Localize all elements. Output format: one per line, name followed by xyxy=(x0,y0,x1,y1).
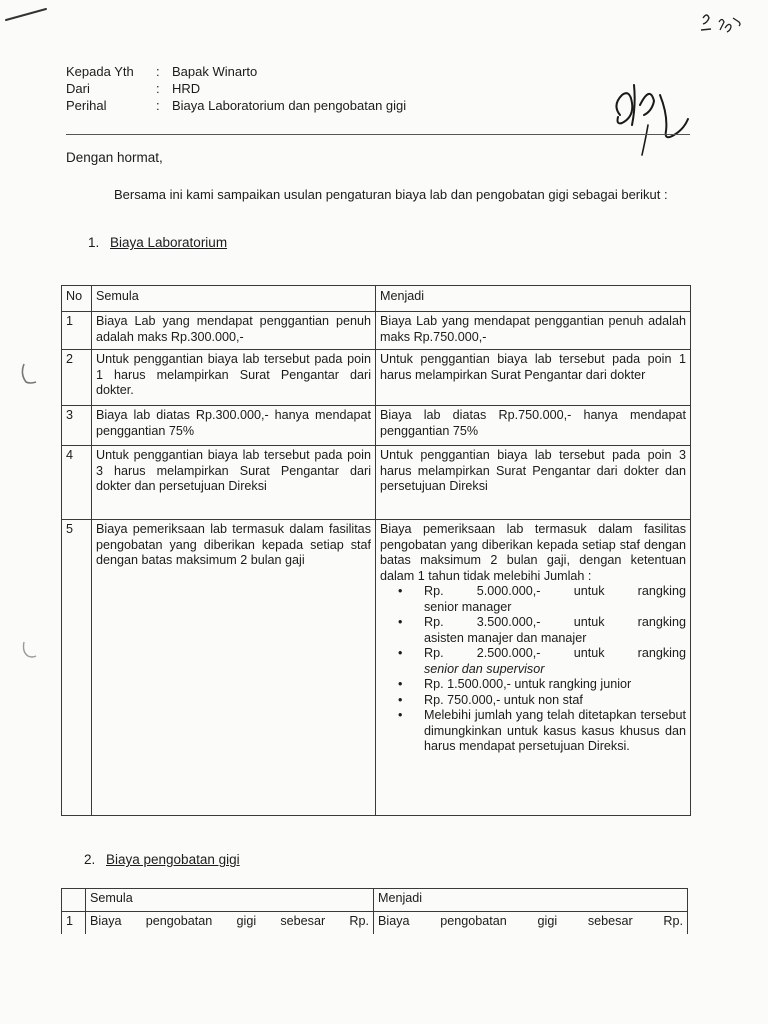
table-header-row xyxy=(62,889,688,912)
memo-header xyxy=(66,63,406,114)
cell-menjadi: Biaya lab diatas Rp.750.000,- hanya mendapat penggantian 75% xyxy=(376,406,691,446)
header-row-from xyxy=(66,80,406,97)
signature-mark xyxy=(600,55,710,165)
column-header-semula: Semula xyxy=(92,286,376,312)
cell-semula: Biaya pemeriksaan lab termasuk dalam fasilitas pengobatan yang diberikan kepada setiap staf dengan batas maksimum 2 bulan gaji xyxy=(92,520,376,816)
list-item-main: Rp. 1.500.000,- untuk rangking junior xyxy=(424,677,632,691)
header-label: Kepada Yth xyxy=(66,64,134,79)
table-row xyxy=(62,312,691,350)
cell-menjadi-text: Biaya pemeriksaan lab termasuk dalam fasilitas pengobatan yang diberikan kepada setiap staf dengan batas maksimum 2 bulan gaji, dengan ketentuan dalam 1 tahun tidak melebihi Jumlah : xyxy=(380,522,686,583)
column-header-no xyxy=(62,889,86,912)
pen-stroke-mark xyxy=(0,0,60,30)
table-header-row xyxy=(62,286,691,312)
list-item-main: Rp. 5.000.000,- untuk rangking xyxy=(424,584,686,598)
table-row xyxy=(62,912,688,935)
header-colon: : xyxy=(156,81,160,96)
cell-menjadi xyxy=(376,520,691,816)
list-item xyxy=(398,584,686,615)
table-row xyxy=(62,446,691,520)
header-value: HRD xyxy=(172,81,201,96)
section-title-dental xyxy=(84,852,240,867)
salutation: Dengan hormat, xyxy=(66,150,163,165)
list-item-sub: senior manager xyxy=(424,599,512,614)
list-item xyxy=(398,646,686,677)
list-item-main: Rp. 750.000,- untuk non staf xyxy=(424,692,583,707)
bullet-icon: • xyxy=(398,646,403,660)
section-title-text: Biaya pengobatan gigi xyxy=(106,852,240,867)
section-number: 1. xyxy=(88,235,100,250)
list-item-main: Rp. 2.500.000,- untuk rangking xyxy=(424,646,686,660)
cell-menjadi: Untuk penggantian biaya lab tersebut pada poin 1 harus melampirkan Surat Pengantar dari dokter xyxy=(376,350,691,406)
table-row xyxy=(62,520,691,816)
header-colon: : xyxy=(156,98,160,113)
cell-menjadi: Biaya Lab yang mendapat penggantian penuh adalah maks Rp.750.000,- xyxy=(376,312,691,350)
cell-semula: Untuk penggantian biaya lab tersebut pada poin 3 harus melampirkan Surat Pengantar dari dokter dan persetujuan Direksi xyxy=(92,446,376,520)
cell-no: 3 xyxy=(62,406,92,446)
section-number: 2. xyxy=(84,852,96,867)
punch-hole-mark xyxy=(18,362,38,386)
column-header-semula: Semula xyxy=(86,889,374,912)
list-item xyxy=(398,677,686,693)
intro-paragraph: Bersama ini kami sampaikan usulan pengaturan biaya lab dan pengobatan gigi sebagai berikut : xyxy=(114,187,668,202)
header-divider xyxy=(66,134,690,135)
column-header-no: No xyxy=(62,286,92,312)
dental-cost-table xyxy=(61,888,688,934)
bullet-icon: • xyxy=(398,692,403,707)
cell-menjadi: Untuk penggantian biaya lab tersebut pada poin 3 harus melampirkan Surat Pengantar dari dokter dan persetujuan Direksi xyxy=(376,446,691,520)
list-item-main: Melebihi jumlah yang telah ditetapkan tersebut dimungkinkan untuk kasus kasus khusus dan harus mendapat persetujuan Direksi. xyxy=(424,708,686,753)
cell-semula: Biaya Lab yang mendapat penggantian penuh adalah maks Rp.300.000,- xyxy=(92,312,376,350)
column-header-menjadi: Menjadi xyxy=(374,889,688,912)
lab-cost-table xyxy=(61,285,691,816)
list-item xyxy=(398,692,686,709)
header-colon: : xyxy=(156,64,160,79)
list-item-main: Rp. 3.500.000,- untuk rangking xyxy=(424,615,686,629)
cell-no: 5 xyxy=(62,520,92,816)
list-item-sub: asisten manajer dan manajer xyxy=(424,630,587,645)
cell-no: 4 xyxy=(62,446,92,520)
bullet-icon: • xyxy=(398,615,403,629)
punch-hole-mark xyxy=(18,640,38,664)
header-value: Biaya Laboratorium dan pengobatan gigi xyxy=(172,98,407,113)
cell-semula: Biaya pengobatan gigi sebesar Rp. xyxy=(86,912,374,935)
header-label: Perihal xyxy=(66,98,107,113)
header-label: Dari xyxy=(66,81,90,96)
bullet-icon: • xyxy=(398,584,403,598)
handwritten-initials-mark xyxy=(695,8,755,48)
list-item-sub: senior dan supervisor xyxy=(424,661,545,676)
header-value: Bapak Winarto xyxy=(172,64,258,79)
header-row-subject xyxy=(66,97,406,114)
cell-no: 1 xyxy=(62,912,86,935)
section-title-lab xyxy=(88,235,227,250)
cell-no: 1 xyxy=(62,312,92,350)
header-row-to xyxy=(66,63,406,80)
cell-semula: Biaya lab diatas Rp.300.000,- hanya mendapat penggantian 75% xyxy=(92,406,376,446)
limit-list xyxy=(380,584,686,755)
bullet-icon: • xyxy=(398,677,403,691)
section-title-text: Biaya Laboratorium xyxy=(110,235,228,250)
table-row xyxy=(62,406,691,446)
cell-semula: Untuk penggantian biaya lab tersebut pada poin 1 harus melampirkan Surat Pengantar dari dokter. xyxy=(92,350,376,406)
list-item xyxy=(398,708,686,755)
list-item xyxy=(398,615,686,646)
column-header-menjadi: Menjadi xyxy=(376,286,691,312)
bullet-icon: • xyxy=(398,708,403,722)
table-row xyxy=(62,350,691,406)
cell-no: 2 xyxy=(62,350,92,406)
cell-menjadi: Biaya pengobatan gigi sebesar Rp. xyxy=(374,912,688,935)
